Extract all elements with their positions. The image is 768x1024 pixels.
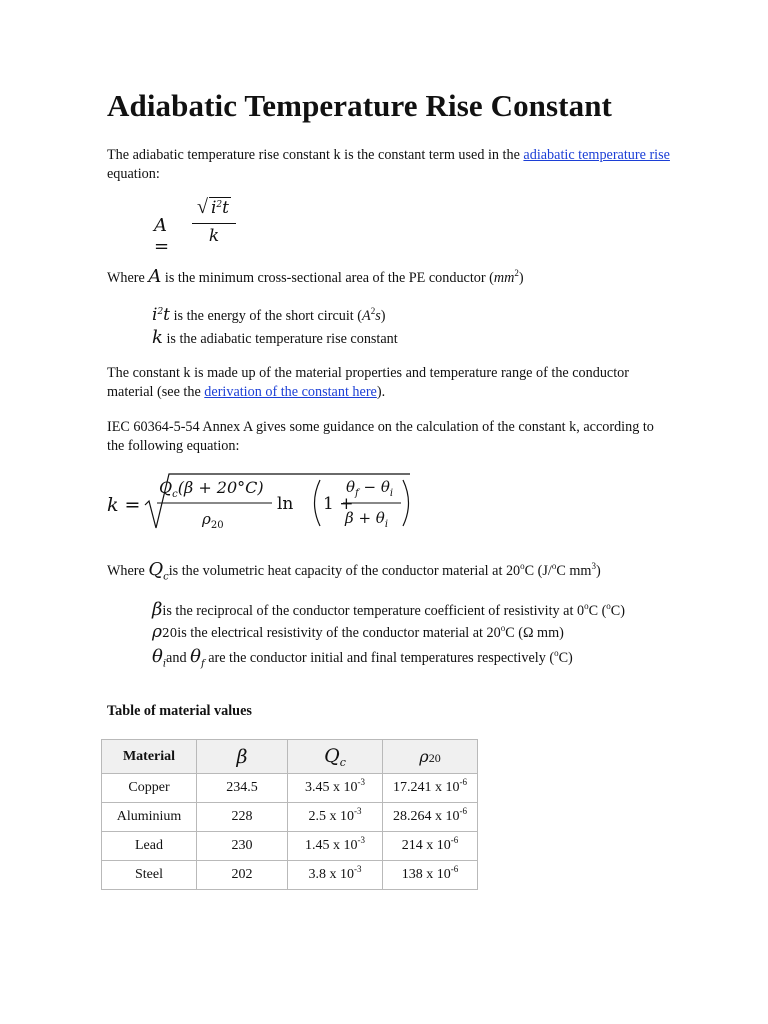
- cell-material: Copper: [102, 774, 197, 803]
- beta-def-line: βis the reciprocal of the conductor temperature coefficient of resistivity at 0$^o$C ($^o$C): [152, 599, 625, 620]
- formula-k-denominator: $\rho_{20}$: [202, 510, 224, 531]
- cell-material: Steel: [102, 861, 197, 890]
- cell-beta: 230: [197, 832, 288, 861]
- theta-f-symbol: $\theta_f$: [190, 646, 205, 670]
- cell-qc: 3.45 x $10^{-3}$: [288, 774, 383, 803]
- theta-def-line: $\theta_iand$ $\theta_f$ are the conductor initial and final temperatures respectively ($^o$C): [152, 646, 573, 670]
- iec-line1: IEC 60364-5-54 Annex A gives some guidance on the calculation of the constant k, according to: [107, 419, 654, 435]
- cell-material: Aluminium: [102, 803, 197, 832]
- material-values-table: [101, 739, 478, 890]
- where-label: Where: [107, 270, 145, 286]
- area-unit-exp: 2: [514, 268, 519, 278]
- intro-paragraph: [107, 146, 707, 183]
- table-header-row: [102, 740, 478, 774]
- material-line1: The constant k is made up of the material properties and temperature range of the conductor: [107, 365, 629, 381]
- beta-symbol: β: [152, 599, 163, 620]
- area-symbol: A: [148, 266, 162, 287]
- rho-symbol: ρ20: [152, 622, 178, 642]
- formula-k-theta-numerator: $\theta_f - \theta_i$: [346, 478, 394, 499]
- rho-def-line: ρ20is the electrical resistivity of the conductor material at 20$^o$C (Ω mm): [152, 622, 564, 642]
- qc-desc: is the volumetric heat capacity of the conductor material at 20: [168, 563, 521, 579]
- table-row: [102, 832, 478, 861]
- formula-area-fraction: [192, 198, 236, 246]
- cell-rho: 17.241 x $10^{-6}$: [383, 774, 478, 803]
- where-label-qc: Where: [107, 563, 145, 579]
- cell-material: Lead: [102, 832, 197, 861]
- sqrt-symbol: √ $i^2t$: [196, 196, 229, 218]
- i2t-line: [152, 305, 385, 325]
- formula-area-numerator: [192, 198, 236, 222]
- header-rho20: ρ20: [383, 740, 478, 774]
- i2t-symbol: $i^2t$: [152, 305, 171, 325]
- header-material: Material: [102, 740, 197, 774]
- header-beta: β: [197, 740, 288, 774]
- formula-area-lhs: A =: [154, 215, 170, 257]
- i2t-unit: A: [362, 308, 371, 324]
- numerator-var: i: [210, 198, 217, 218]
- iec-line2: the following equation:: [107, 437, 240, 454]
- formula-k-one-plus: 1 +: [323, 494, 354, 514]
- i2t-unit-s: s: [375, 308, 381, 324]
- formula-k-lhs: k =: [107, 494, 141, 516]
- numerator-t: t: [222, 198, 229, 218]
- material-paragraph: [107, 364, 707, 401]
- i2t-desc: is the energy of the short circuit (: [170, 308, 363, 324]
- i2t-close: ): [380, 308, 386, 324]
- cell-rho: 138 x $10^{-6}$: [383, 861, 478, 890]
- page-title: Adiabatic Temperature Rise Constant: [107, 88, 612, 123]
- formula-k: [107, 470, 417, 532]
- cell-rho: 28.264 x $10^{-6}$: [383, 803, 478, 832]
- intro-text-after: equation:: [107, 165, 160, 182]
- cell-qc: 1.45 x $10^{-3}$: [288, 832, 383, 861]
- where-qc-line: Where $Q_cis$ the volumetric heat capacity of the conductor material at 20$^o$C (J/$^o$C $mm^3$): [107, 559, 601, 583]
- table-row: [102, 861, 478, 890]
- k-def-line: [152, 327, 398, 348]
- intro-text-before: The adiabatic temperature rise constant k is the constant term used in the: [107, 147, 524, 163]
- header-qc: $Q_c$: [288, 740, 383, 774]
- theta-i-symbol: $\theta_i$: [152, 646, 167, 670]
- rho-desc: is the electrical resistivity of the conductor material at 20: [177, 625, 501, 641]
- formula-k-numerator: $Q_c(\beta + 20^\circ C)$: [159, 478, 264, 501]
- k-symbol: k: [152, 327, 163, 348]
- where-area-line: [107, 266, 524, 287]
- table-title: Table of material values: [107, 703, 252, 719]
- formula-k-ln: ln: [277, 494, 294, 514]
- derivation-link[interactable]: derivation of the constant here: [204, 383, 377, 400]
- area-desc: is the minimum cross-sectional area of the PE conductor (: [161, 270, 494, 286]
- cell-beta: 234.5: [197, 774, 288, 803]
- area-unit: mm: [493, 270, 515, 286]
- table-row: [102, 774, 478, 803]
- k-desc: is the adiabatic temperature rise constant: [162, 331, 398, 347]
- numerator-exp: 2: [216, 200, 223, 210]
- adiabatic-temperature-rise-link[interactable]: adiabatic temperature rise: [523, 147, 670, 163]
- cell-beta: 202: [197, 861, 288, 890]
- formula-area-denominator: k: [208, 226, 220, 246]
- cell-rho: 214 x $10^{-6}$: [383, 832, 478, 861]
- iec-paragraph: [107, 418, 707, 455]
- theta-and: and: [166, 650, 191, 666]
- material-line2-before: material (see the: [107, 383, 205, 400]
- cell-qc: 2.5 x $10^{-3}$: [288, 803, 383, 832]
- cell-beta: 228: [197, 803, 288, 832]
- area-close: ): [518, 270, 524, 286]
- material-line2-after: ).: [376, 383, 386, 400]
- theta-desc: are the conductor initial and final temperatures respectively (: [204, 650, 555, 666]
- cell-qc: 3.8 x $10^{-3}$: [288, 861, 383, 890]
- table-row: [102, 803, 478, 832]
- beta-desc: is the reciprocal of the conductor temperature coefficient of resistivity at 0: [162, 603, 585, 619]
- formula-k-theta-denominator: $\beta + \theta_i$: [345, 509, 389, 530]
- i2t-unit-exp: 2: [370, 306, 376, 316]
- qc-symbol: $Q_c$: [148, 559, 169, 583]
